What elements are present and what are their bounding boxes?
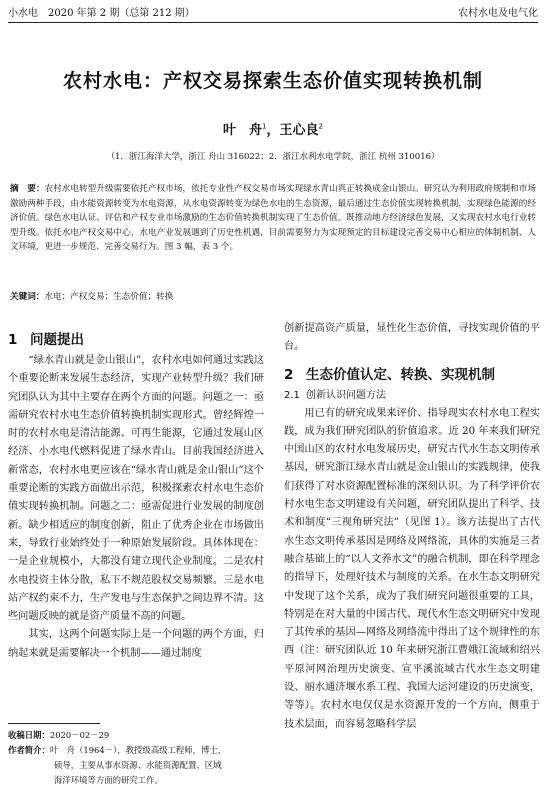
bio-label: 作者简介： [8, 745, 50, 755]
author-separator: ， [266, 123, 280, 138]
bio-line: 海洋环境等方面的研究工作。 [54, 775, 163, 785]
author-1-affil-mark: 1 [262, 122, 267, 131]
section-2-1-heading [284, 387, 540, 405]
section-2-1-title: 创新认识问题方法 [306, 389, 386, 401]
section-1-number: 1 [8, 332, 18, 348]
body-paragraph-continued: 创新提高资产质量，显性化生态价值，寻找实现价值的平台。 [284, 323, 540, 353]
journal-issue: 小水电 2020 年第 2 期（总第 212 期） [8, 8, 195, 19]
section-1-title: 问题提出 [30, 332, 84, 348]
keywords-label: 关键词： [10, 292, 45, 302]
keywords-text: 水电；产权交易；生态价值；转换 [44, 292, 174, 302]
bio-line: 硕导，主要从事水资源、水能资源配置、区域 [54, 760, 222, 770]
body-paragraph: 其实，这两个问题实际上是一个问题的两个方面，归纳起来就是需要解决一个机制——通过制度 [8, 629, 264, 659]
section-2-number: 2 [284, 366, 294, 383]
body-paragraph: “绿水青山就是金山银山”，农村水电如何通过实践这个重要论断来发展生态经济，实现产业转型升级？我们研究团队认为其中主要存在两个方面的问题。问题之一：亟需研究农村水电生态价值转换机制实现形式。曾经辉煌一时的农村水电是清洁能源、可再生能源，它通过发展山区经济、小水电代燃料促进了绿水青山。目前我国经济进入新常态，农村水电更应该在“绿水青山就是金山银山”这个重要论断的实践方面做出示范，积极探索农村水电生态价值实现转换机制。问题之二：亟需促进行业发展的制度创新。缺少相适应的制度创新，阻止了优秀企业在市场做出来，导致行业始终处于一种原始发展阶段。具体体现在：一是企业规模小，大都没有建立现代企业制度。二是农村水电投资主体分散，私下不规范股权交易频繁。三是水电站产权约束不力，生产发电与生态保护之间边界不清。这些问题反映的就是资产质量不高的问题。 [8, 355, 264, 623]
bio-line: 叶 舟（1964－），教授级高级工程师，博士， [49, 745, 227, 755]
section-2-1-number: 2.1 [284, 389, 300, 401]
journal-column: 农村水电及电气化 [458, 8, 538, 19]
received-date [8, 728, 264, 743]
affiliations: （1．浙江海洋大学，浙江 舟山 316022；2．浙江水利水电学院，浙江 杭州 310016） [106, 152, 440, 162]
author-1: 叶 舟 [223, 123, 263, 138]
received-value: 2020－02－29 [49, 730, 110, 740]
author-2-affil-mark: 2 [318, 122, 323, 131]
right-column [284, 320, 540, 734]
received-label: 收稿日期： [8, 730, 50, 740]
author-bio [8, 743, 264, 758]
left-column [8, 330, 264, 663]
keywords [10, 290, 536, 302]
body-paragraph: 用已有的研究成果来评价、指导现实农村水电工程实践，成为我们研究团队的价值追求。近 20 年来我们研究中国山区的农村水电发展历史，研究古代水生态文明传承基因，研究浙江绿水青山就是金山银山的实践规律，使我们获得了对水资源配置标准的深刻认识。为了科学评价农村水电生态文明建设有关问题，研究团队提出了科学、技术和制度“三视角研究法”（见图 1）。该方法提出了古代水生态文明传承基因是网络及网络流，具体的实施是三者融合基础上的“以人文养水文”的融合机制，即在科学理念的指导下，处理好技术与制度的关系。在水生态文明研究中发现了这个关系，成为了我们研究问题很重要的工具，特别是在对大量的中国古代、现代水生态文明研究中发现了其传承的基因—网络及网络流中得出了这个规律性的东西（注：研究团队近 10 年来研究浙江曹娥江流域和绍兴平原河网治理历史演变、宣平溪流域古代水生态文明建设、丽水通济堰水系工程、我国大运河建设的历史演变，等等）。农村水电仅仅是水资源开发的一个方向，侧重于技术层面，而容易忽略科学层 [284, 407, 540, 730]
abstract-text: 农村水电转型升级需要依托产权市场，依托专业性产权交易市场实现绿水青山真正转换成金山银山。研究认为利用政府规制和市场激励两种手段，由水能资源转变为水电资源，从水电资源转变为绿色水电的生态资源，最后通过生态价值实现转换机制，实现绿色能源的经济价值。绿色水电认证、评估和产权专业市场激励的生态价值转换机制实现了生态价值，既推动地方经济绿色发展，又实现农村水电行业转型升级。依托水电产权交易中心，水电产业发展遇到了历史性机遇，目前需要努力为实现预定的目标建设完善交易中心相应的体制机制、人文环境，更进一步规范、完善交易行为。图 3 幅，表 3 个。 [10, 184, 536, 253]
section-2-title: 生态价值认定、转换、实现机制 [306, 366, 495, 383]
author-line [0, 119, 546, 138]
abstract [10, 182, 536, 255]
author-2: 王心良 [279, 123, 319, 138]
abstract-label: 摘 要： [10, 184, 45, 194]
footnote-rule [8, 723, 100, 724]
section-2-heading [284, 365, 540, 385]
paper-title: 农村水电：产权交易探索生态价值实现转换机制 [62, 70, 483, 92]
section-1-heading [8, 330, 264, 350]
footnote [8, 728, 264, 788]
running-header [8, 6, 538, 23]
